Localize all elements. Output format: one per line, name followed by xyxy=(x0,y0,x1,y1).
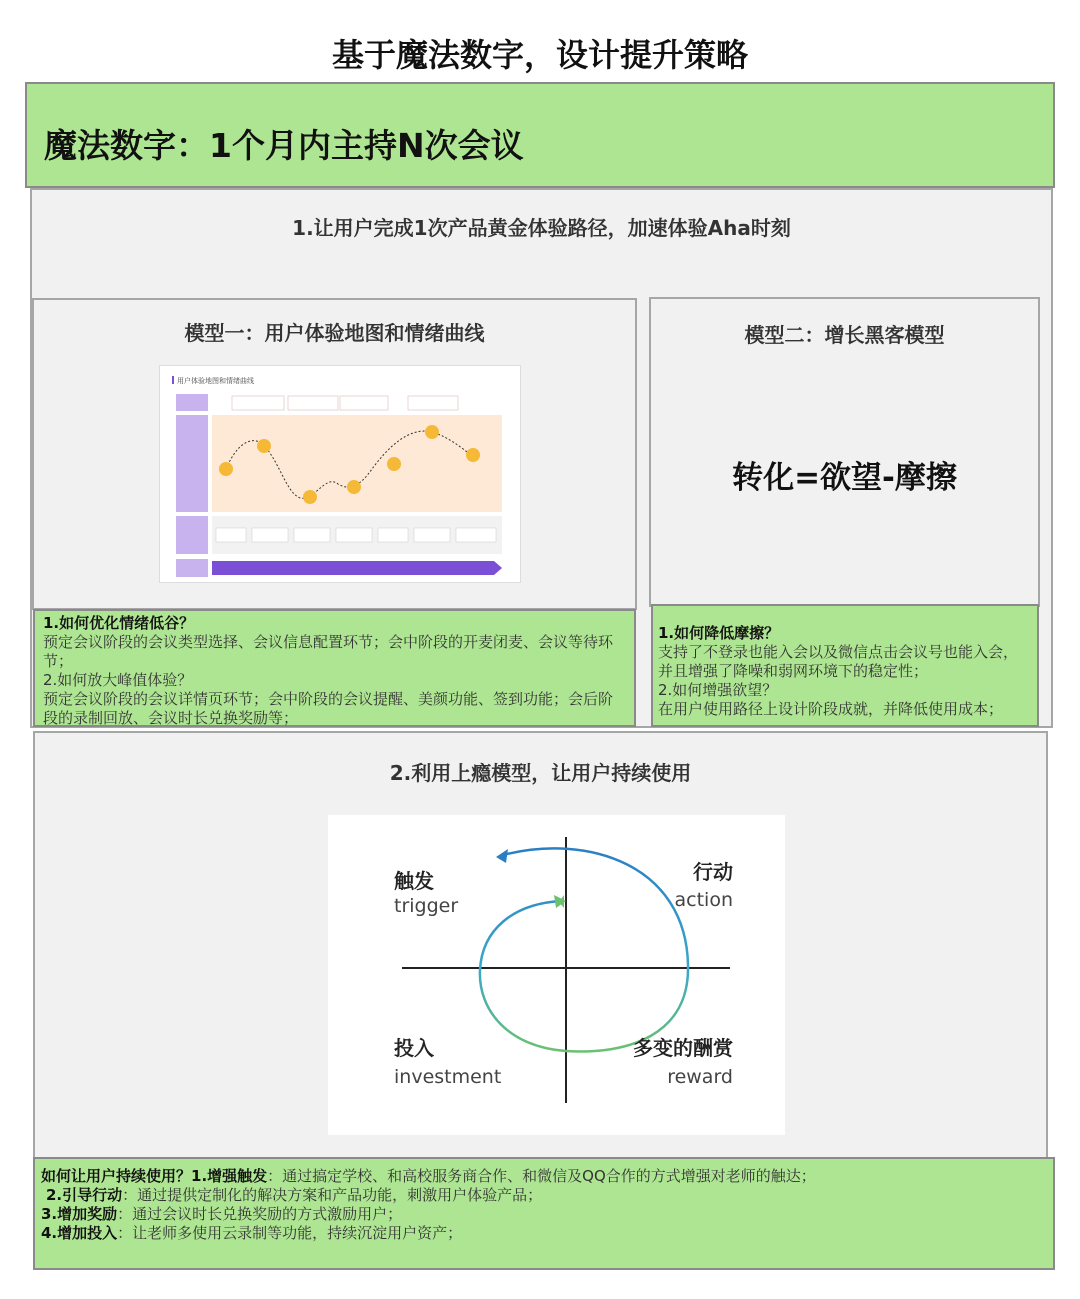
trigger-cn: 触发 xyxy=(394,869,434,893)
hook-strategy-label-4: 4.增加投入 xyxy=(41,1224,118,1242)
hook-strategy-line-1 xyxy=(41,1167,1047,1186)
model-2-title: 模型二：增长黑客模型 xyxy=(744,323,945,347)
model-1-notes xyxy=(33,609,636,727)
page-title: 基于魔法数字，设计提升策略 xyxy=(331,36,748,74)
action-cn: 行动 xyxy=(693,860,733,884)
reward-cn: 多变的酬赏 xyxy=(633,1036,733,1060)
model-1-question-2: 2.如何放大峰值体验？ xyxy=(43,671,193,689)
action-en: action xyxy=(674,889,733,911)
trigger-en: trigger xyxy=(394,895,459,917)
model-1-answer-2: 预定会议阶段的会议详情页环节；会中阶段的会议提醒、美颜功能、签到功能；会后阶段的录制回放、会议时长兑换奖励等； xyxy=(43,690,614,727)
model-1-title: 模型一：用户体验地图和情绪曲线 xyxy=(184,321,485,345)
model-2-question-2: 2.如何增强欲望？ xyxy=(658,681,778,699)
model-2-question-1: 1.如何降低摩擦？ xyxy=(658,624,780,642)
experience-map-image xyxy=(159,365,521,583)
hook-strategy-line-3 xyxy=(41,1205,1047,1224)
section-2-title: 2.利用上瘾模型，让用户持续使用 xyxy=(389,761,692,785)
hook-strategy-sep-3: ： xyxy=(117,1205,133,1223)
hook-model-diagram xyxy=(328,815,785,1135)
section-2-notes xyxy=(33,1157,1055,1270)
hook-strategy-sep-2: ： xyxy=(122,1186,138,1204)
hook-strategy-sep-1: ： xyxy=(267,1167,283,1185)
model-2-answer-2: 在用户使用路径上设计阶段成就，并降低使用成本； xyxy=(658,700,1004,718)
experience-map-graphic xyxy=(160,366,520,582)
model-2-notes xyxy=(651,604,1039,727)
model-1-question-1: 1.如何优化情绪低谷？ xyxy=(43,614,195,632)
model-1-answer-1: 预定会议阶段的会议类型选择、会议信息配置环节；会中阶段的开麦闭麦、会议等待环节； xyxy=(43,633,614,670)
hook-model-graphic xyxy=(328,815,785,1135)
hook-strategy-label-3: 3.增加奖励 xyxy=(41,1205,118,1223)
model-2-answer-1: 支持了不登录也能入会以及微信点击会议号也能入会，并且增强了降噪和弱网环境下的稳定性； xyxy=(658,643,1019,680)
hook-strategy-text-3: 通过会议时长兑换奖励的方式激励用户； xyxy=(132,1205,403,1223)
investment-en: investment xyxy=(394,1066,502,1088)
hook-strategy-label-2: 2.引导行动 xyxy=(46,1186,123,1204)
hook-strategy-text-4: 让老师多使用云录制等功能，持续沉淀用户资产； xyxy=(132,1224,463,1242)
section-1-title: 1.让用户完成1次产品黄金体验路径，加速体验Aha时刻 xyxy=(292,216,791,240)
hook-strategy-intro: 如何让用户持续使用？ xyxy=(41,1167,192,1185)
hook-strategy-label-1: 1.增强触发 xyxy=(191,1167,268,1185)
experience-map-title: 用户体验地图和情绪曲线 xyxy=(177,377,254,385)
magic-number-text: 魔法数字：1个月内主持N次会议 xyxy=(44,126,524,165)
hook-strategy-text-1: 通过搞定学校、和高校服务商合作、和微信及QQ合作的方式增强对老师的触达； xyxy=(282,1167,816,1185)
hook-strategy-sep-4: ： xyxy=(117,1224,133,1242)
reward-en: reward xyxy=(667,1066,733,1088)
hook-strategy-line-4 xyxy=(41,1224,1047,1243)
hook-strategy-line-2 xyxy=(41,1186,1047,1205)
investment-cn: 投入 xyxy=(394,1036,434,1060)
conversion-formula: 转化=欲望-摩擦 xyxy=(732,460,957,496)
hook-strategy-text-2: 通过提供定制化的解决方案和产品功能，刺激用户体验产品； xyxy=(137,1186,543,1204)
